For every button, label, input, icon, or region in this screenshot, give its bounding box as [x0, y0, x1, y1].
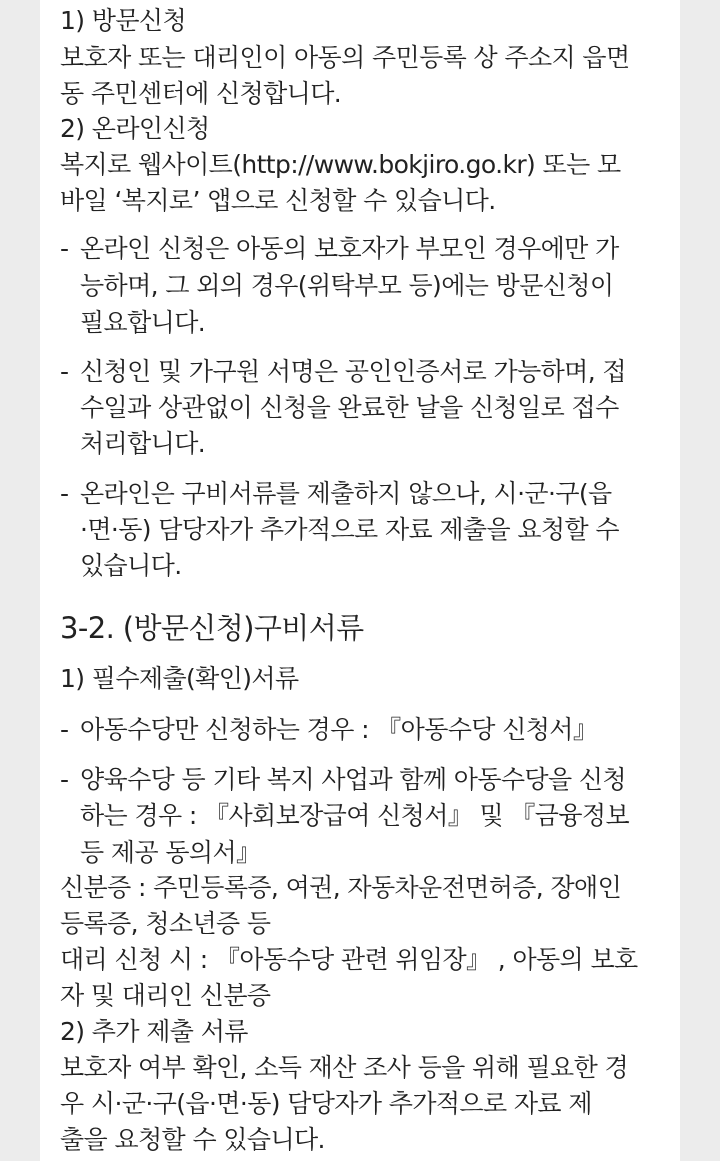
note-line: 처리합니다. [80, 429, 206, 458]
note-line: 있습니다. [80, 551, 182, 580]
online-text-line: 바일 ‘복지로’ 앱으로 신청할 수 있습니다. [60, 186, 496, 215]
bullet-dash: - [60, 234, 70, 263]
note-line: 신청인 및 가구원 서명은 공인인증서로 가능하며, 접 [80, 357, 626, 386]
note-line: 수일과 상관없이 신청을 완료한 날을 신청일로 접수 [80, 393, 619, 422]
online-title: 2) 온라인신청 [60, 114, 210, 143]
note-line: 필요합니다. [80, 308, 206, 337]
visit-text-line: 동 주민센터에 신청합니다. [60, 79, 342, 108]
note-line: 온라인은 구비서류를 제출하지 않으나, 시·군·구(읍 [80, 479, 612, 508]
required-title: 1) 필수제출(확인)서류 [60, 664, 299, 693]
online-text-line: 복지로 웹사이트(http://www.bokjiro.go.kr) 또는 모 [60, 150, 621, 179]
required-item-line: 하는 경우 : 『사회보장급여 신청서』 및 『금융정보 [80, 801, 630, 830]
additional-line: 출을 요청할 수 있습니다. [60, 1125, 325, 1154]
note-line: 온라인 신청은 아동의 보호자가 부모인 경우에만 가 [80, 234, 619, 263]
required-item-line: 양육수당 등 기타 복지 사업과 함께 아동수당을 신청 [80, 765, 626, 794]
section-heading: 3-2. (방문신청)구비서류 [60, 611, 364, 645]
note-line: ·면·동) 담당자가 추가적으로 자료 제출을 요청할 수 [80, 515, 619, 544]
id-line: 등록증, 청소년증 등 [60, 909, 271, 938]
proxy-line: 자 및 대리인 신분증 [60, 981, 271, 1010]
visit-text-line: 보호자 또는 대리인이 아동의 주민등록 상 주소지 읍면 [60, 43, 630, 72]
additional-line: 우 시·군·구(읍·면·동) 담당자가 추가적으로 자료 제 [60, 1089, 592, 1118]
bullet-dash: - [60, 765, 70, 794]
document-page [40, 0, 680, 1161]
bullet-dash: - [60, 715, 70, 744]
additional-line: 보호자 여부 확인, 소득 재산 조사 등을 위해 필요한 경 [60, 1053, 629, 1082]
required-item-line: 아동수당만 신청하는 경우 : 『아동수당 신청서』 [80, 715, 598, 744]
proxy-line: 대리 신청 시 : 『아동수당 관련 위임장』 , 아동의 보호 [60, 945, 638, 974]
bullet-dash: - [60, 479, 70, 508]
bullet-dash: - [60, 357, 70, 386]
required-item-line: 등 제공 동의서』 [80, 838, 261, 867]
additional-title: 2) 추가 제출 서류 [60, 1017, 248, 1046]
id-line: 신분증 : 주민등록증, 여권, 자동차운전면허증, 장애인 [60, 873, 622, 902]
note-line: 능하며, 그 외의 경우(위탁부모 등)에는 방문신청이 [80, 271, 614, 300]
visit-title: 1) 방문신청 [60, 6, 187, 35]
